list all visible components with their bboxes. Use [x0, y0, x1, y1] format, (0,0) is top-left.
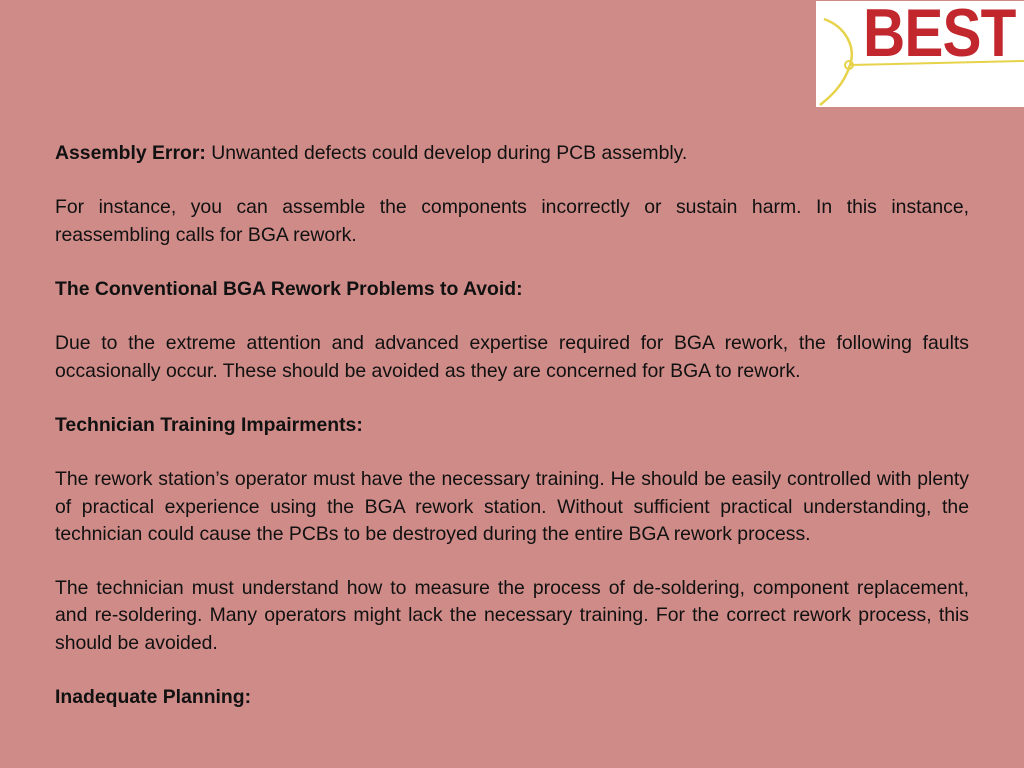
- instance-paragraph: For instance, you can assemble the components incorrectly or sustain harm. In this instance, reassembling calls for BGA rework.: [55, 196, 969, 246]
- operator-paragraph: The rework station’s operator must have the necessary training. He should be easily controlled with plenty of practical experience using the BGA rework station. Without sufficient practical understanding, the technician could cause the PCBs to be destroyed during the entire BGA rework process.: [55, 468, 969, 545]
- assembly-error-paragraph: [55, 140, 969, 167]
- assembly-error-text: Unwanted defects could develop during PCB assembly.: [205, 142, 688, 164]
- assembly-error-label: Assembly Error:: [55, 142, 206, 164]
- document-body: [55, 140, 969, 738]
- planning-heading: Inadequate Planning:: [55, 685, 252, 708]
- faults-paragraph: Due to the extreme attention and advanced expertise required for BGA rework, the following faults occasionally occur. These should be avoided as they are concerned for BGA to rework.: [55, 332, 969, 382]
- logo-text: BEST: [863, 1, 1016, 71]
- measure-paragraph: The technician must understand how to measure the process of de-soldering, component replacement, and re-soldering. Many operators might lack the necessary training. For the correct rework process, this should be avoided.: [55, 577, 969, 654]
- training-heading: Technician Training Impairments:: [55, 413, 363, 436]
- best-logo: [816, 1, 1024, 107]
- problems-heading: The Conventional BGA Rework Problems to Avoid:: [55, 277, 523, 300]
